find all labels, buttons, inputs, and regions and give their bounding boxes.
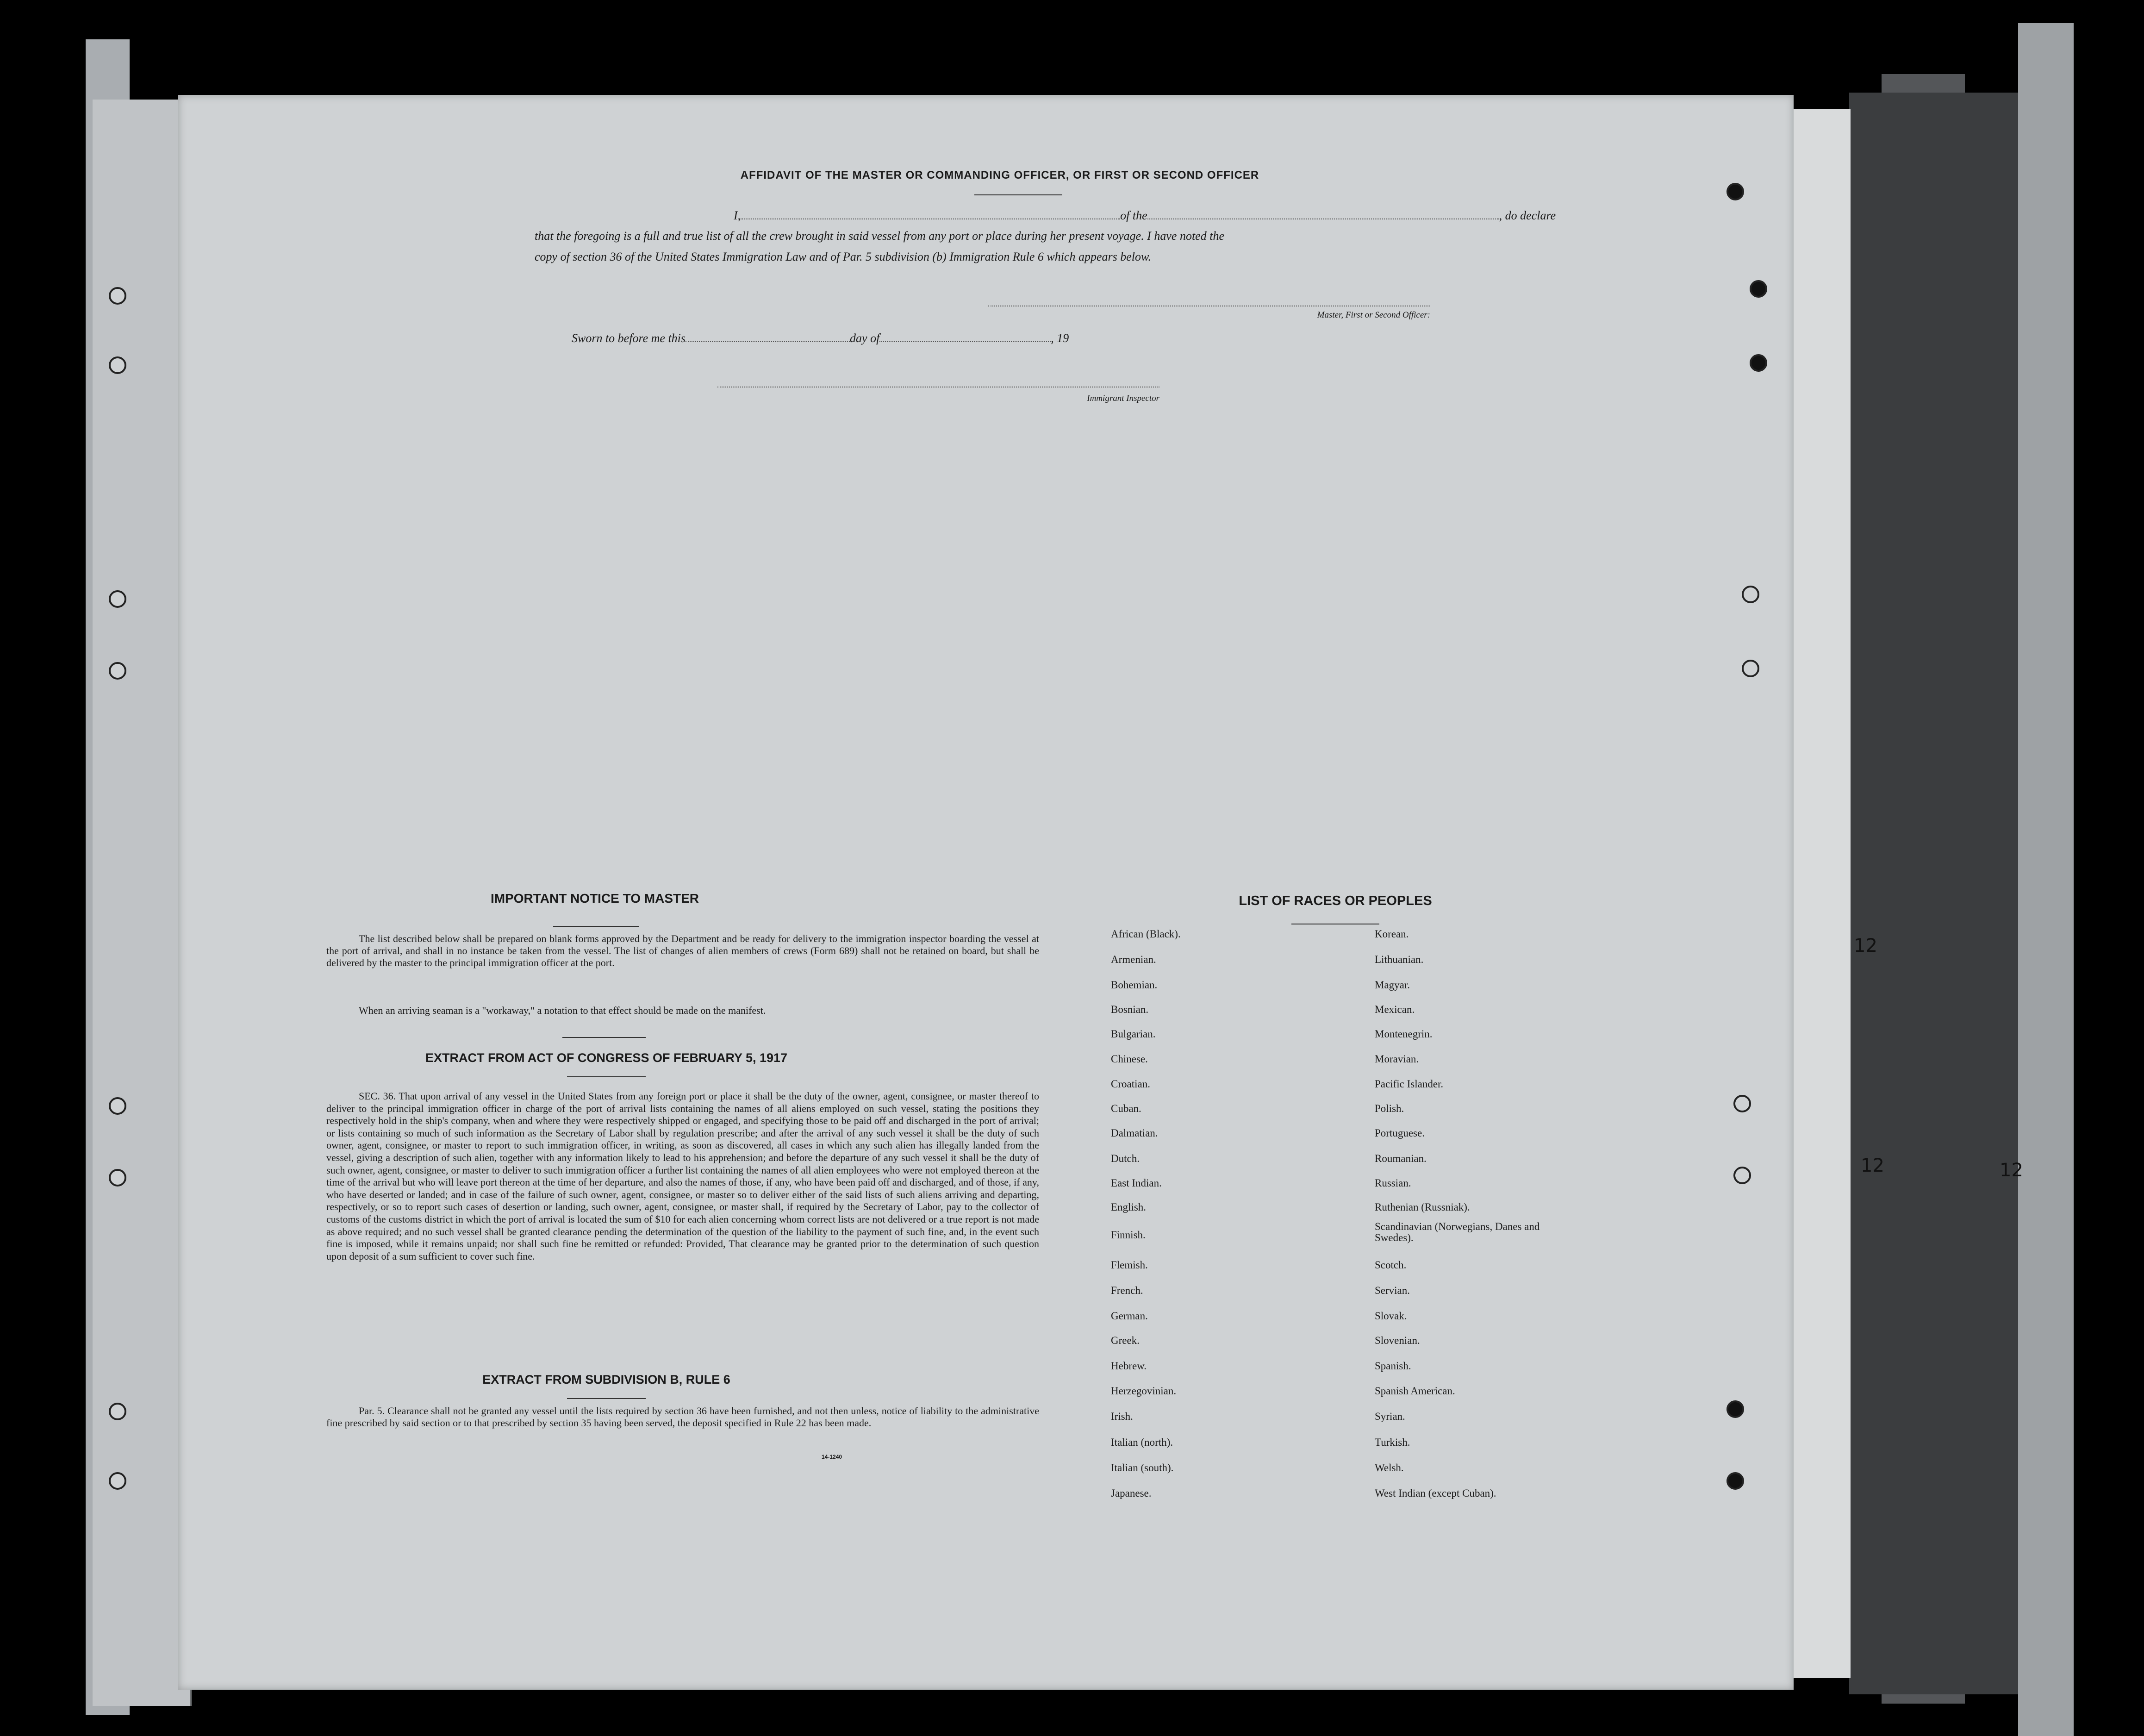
race-item: Ruthenian (Russniak). bbox=[1375, 1201, 1470, 1213]
punch-hole bbox=[1733, 1167, 1751, 1184]
race-item: Welsh. bbox=[1375, 1462, 1404, 1474]
race-item: Mexican. bbox=[1375, 1004, 1415, 1015]
signature-label: Master, First or Second Officer: bbox=[1317, 310, 1430, 320]
margin-mark: 12 bbox=[1861, 1155, 1884, 1176]
race-item: Slovak. bbox=[1375, 1310, 1407, 1322]
punch-hole bbox=[1750, 280, 1767, 298]
punch-hole bbox=[109, 1097, 126, 1115]
race-item: Herzegovinian. bbox=[1111, 1385, 1177, 1397]
race-item: Polish. bbox=[1375, 1103, 1404, 1114]
race-item: West Indian (except Cuban). bbox=[1375, 1487, 1496, 1499]
divider bbox=[974, 194, 1062, 195]
race-item: East Indian. bbox=[1111, 1177, 1162, 1189]
race-item: Korean. bbox=[1375, 928, 1409, 940]
race-item: Flemish. bbox=[1111, 1259, 1148, 1271]
race-item: Spanish. bbox=[1375, 1360, 1411, 1372]
race-item: Lithuanian. bbox=[1375, 954, 1424, 965]
affidavit-line-2: that the foregoing is a full and true list of all the crew brought in said vessel from any port or place during her present voyage. I have noted the bbox=[535, 229, 1224, 243]
race-item: Bohemian. bbox=[1111, 979, 1158, 991]
margin-mark: 12 bbox=[1854, 935, 1877, 956]
race-item: Bulgarian. bbox=[1111, 1028, 1156, 1040]
race-item: Servian. bbox=[1375, 1285, 1410, 1296]
race-item: Syrian. bbox=[1375, 1411, 1405, 1422]
races-title: LIST OF RACES OR PEOPLES bbox=[1239, 893, 1432, 908]
underlying-sheet-left bbox=[93, 100, 192, 1706]
race-item: Japanese. bbox=[1111, 1487, 1152, 1499]
sworn-day: day of bbox=[850, 331, 880, 345]
race-item: Russian. bbox=[1375, 1177, 1411, 1189]
race-item: Spanish American. bbox=[1375, 1385, 1455, 1397]
affidavit-of: of the bbox=[1120, 209, 1147, 222]
affidavit-declare: , do declare bbox=[1499, 209, 1556, 222]
race-item: Chinese. bbox=[1111, 1053, 1148, 1065]
divider bbox=[562, 1037, 646, 1038]
race-item: African (Black). bbox=[1111, 928, 1181, 940]
race-item: Pacific Islander. bbox=[1375, 1078, 1444, 1090]
extract-act-text: SEC. 36. That upon arrival of any vessel in the United States from any foreign port or place it shall be the duty of the owner, agent, consignee, or master thereof to deliver to the principal immigration officer in charge of the port of arrival lists containing the names of all aliens employed on such vessel, stating the positions they respectively hold in the ship's company, when and where they were respectively shipped or engaged, and specifying those to be paid off and discharged in the port of arrival; or lists containing so much of such information as the Secretary of Labor shall by regulation prescribe; and after the arrival of any such vessel it shall be the duty of such owner, agent, consignee, or master to report to such immigration officer, in writing, as soon as discovered, all cases in which any such alien has illegally landed from the vessel, giving a description of such alien, together with any information likely to lead to his apprehension; and before the departure of any such vessel it shall be the duty of such owner, agent, consignee, or master to deliver to such immigration officer a further list containing the names of all alien employees who were not employed thereon at the time of the arrival but who will leave port thereon at the time of her departure, and also the names of those, if any, who have been paid off and discharged, and of those, if any, who have deserted or landed; and in case of the failure of such owner, agent, consignee, or master so to deliver either of the said lists of such aliens arriving and departing, respectively, or so to report such cases of desertion or landing, such owner, agent, consignee, or master shall, if required by the Secretary of Labor, pay to the collector of customs of the customs district in which the port of arrival is located the sum of $10 for each alien concerning whom correct lists are not delivered or a true report is not made as above required; and no such vessel shall be granted clearance pending the determination of the question of the liability to the payment of such fine, and, in the event such fine is imposed, while it remains unpaid; nor shall such fine be remitted or refunded: Provided, That clearance may be granted prior to the determination of such question upon deposit of a sum sufficient to cover such fine. bbox=[326, 1090, 1039, 1262]
race-item: French. bbox=[1111, 1285, 1143, 1296]
punch-hole bbox=[109, 1403, 126, 1420]
divider bbox=[567, 1076, 646, 1077]
extract-act-title: EXTRACT FROM ACT OF CONGRESS OF FEBRUARY 5, 1917 bbox=[425, 1051, 788, 1065]
race-item: Hebrew. bbox=[1111, 1360, 1147, 1372]
race-item: Turkish. bbox=[1375, 1436, 1410, 1448]
race-item: Portuguese. bbox=[1375, 1127, 1425, 1139]
race-item: German. bbox=[1111, 1310, 1148, 1322]
day-blank[interactable] bbox=[686, 331, 850, 342]
month-blank[interactable] bbox=[879, 331, 1051, 342]
race-item: Croatian. bbox=[1111, 1078, 1150, 1090]
sworn-year: , 19 bbox=[1051, 331, 1069, 345]
punch-hole bbox=[1726, 1472, 1744, 1490]
punch-hole bbox=[1742, 586, 1759, 603]
inspector-label: Immigrant Inspector bbox=[1087, 393, 1159, 403]
affidavit-prefix: I, bbox=[734, 209, 741, 222]
name-blank[interactable] bbox=[741, 208, 1120, 219]
punch-hole bbox=[109, 287, 126, 305]
punch-hole bbox=[109, 1472, 126, 1490]
divider bbox=[567, 1398, 646, 1399]
punch-hole bbox=[109, 356, 126, 374]
extract-rule-title: EXTRACT FROM SUBDIVISION B, RULE 6 bbox=[482, 1373, 730, 1386]
punch-hole bbox=[109, 662, 126, 680]
punch-hole bbox=[1742, 660, 1759, 677]
race-item: Greek. bbox=[1111, 1335, 1140, 1346]
race-item: Irish. bbox=[1111, 1411, 1133, 1422]
race-item: Scotch. bbox=[1375, 1259, 1407, 1271]
race-item: Armenian. bbox=[1111, 954, 1156, 965]
extract-rule-text: Par. 5. Clearance shall not be granted any vessel until the lists required by section 36 have been furnished, and not then unless, notice of liability to the administrative fine prescribed by said section or to that prescribed by section 35 having been served, the deposit specified in Rule 22 has been made. bbox=[326, 1405, 1039, 1429]
sworn-line bbox=[572, 331, 1220, 345]
race-item: Roumanian. bbox=[1375, 1153, 1427, 1164]
affidavit-line-1 bbox=[734, 208, 1618, 223]
punch-hole bbox=[1726, 1400, 1744, 1418]
race-item: Moravian. bbox=[1375, 1053, 1419, 1065]
vessel-blank[interactable] bbox=[1147, 208, 1499, 219]
race-item: Italian (north). bbox=[1111, 1436, 1173, 1448]
race-item: Magyar. bbox=[1375, 979, 1410, 991]
affidavit-title: AFFIDAVIT OF THE MASTER OR COMMANDING OFFICER, OR FIRST OR SECOND OFFICER bbox=[740, 169, 1259, 181]
form-page bbox=[178, 95, 1794, 1690]
race-item: Dutch. bbox=[1111, 1153, 1140, 1164]
notice-title: IMPORTANT NOTICE TO MASTER bbox=[490, 891, 699, 905]
punch-hole bbox=[1726, 183, 1744, 200]
race-item: Cuban. bbox=[1111, 1103, 1141, 1114]
race-item: English. bbox=[1111, 1201, 1147, 1213]
underlying-sheet-shadow bbox=[1849, 93, 2020, 1694]
notice-paragraph-2: When an arriving seaman is a "workaway," a notation to that effect should be made on the manifest. bbox=[359, 1005, 766, 1016]
punch-hole bbox=[109, 590, 126, 608]
sworn-prefix: Sworn to before me this bbox=[572, 331, 686, 345]
notice-paragraph-1: The list described below shall be prepared on blank forms approved by the Department and be ready for delivery to the immigration inspector boarding the vessel at the port of arrival, and shall in no instance be taken from the vessel. The list of changes of alien members of crews (Form 689) shall not be retained on board, but shall be delivered by the master to the principal immigration officer at the port. bbox=[326, 933, 1039, 968]
race-item: Montenegrin. bbox=[1375, 1028, 1433, 1040]
divider bbox=[553, 926, 639, 927]
margin-mark: 12 bbox=[2000, 1160, 2023, 1181]
race-item: Finnish. bbox=[1111, 1229, 1146, 1241]
affidavit-line-3: copy of section 36 of the United States Immigration Law and of Par. 5 subdivision (b) Immigration Rule 6 which appears below. bbox=[535, 250, 1151, 263]
race-item: Bosnian. bbox=[1111, 1004, 1149, 1015]
punch-hole bbox=[1733, 1095, 1751, 1112]
punch-hole bbox=[109, 1169, 126, 1186]
race-item: Italian (south). bbox=[1111, 1462, 1174, 1474]
race-item: Slovenian. bbox=[1375, 1335, 1420, 1346]
punch-hole bbox=[1750, 354, 1767, 372]
race-item: Dalmatian. bbox=[1111, 1127, 1158, 1139]
form-number: 14-1240 bbox=[822, 1454, 842, 1460]
race-item: Scandinavian (Norwegians, Danes and Swedes). bbox=[1375, 1221, 1540, 1243]
underlying-sheet-right bbox=[1787, 109, 1851, 1678]
scan-right-strip bbox=[2018, 23, 2074, 1736]
